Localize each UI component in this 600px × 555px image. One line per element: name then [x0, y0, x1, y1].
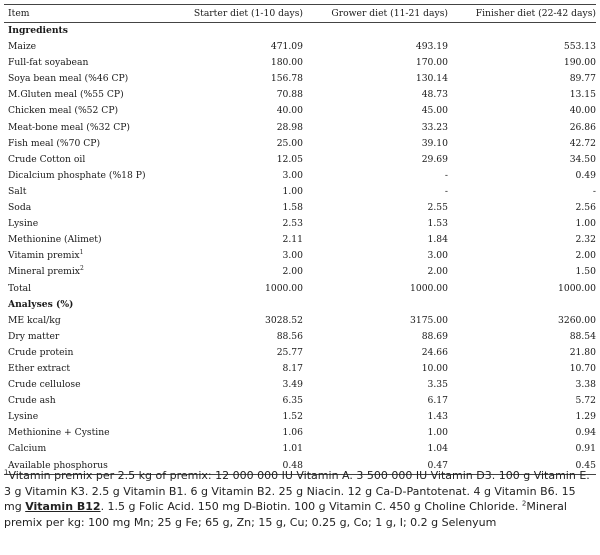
starter-value: 1.00: [282, 185, 303, 197]
row-label: Soya bean meal (%46 CP): [8, 73, 129, 85]
grower-value: 39.10: [421, 137, 448, 149]
footnote-marker-1: 1: [4, 468, 9, 477]
table-row: [4, 87, 596, 103]
starter-value: 1.01: [282, 443, 303, 455]
table-row: [4, 409, 596, 425]
table-row: [4, 103, 596, 119]
section-title-ingredients: Ingredients: [8, 25, 68, 36]
finisher-value: 0.94: [575, 427, 596, 439]
row-label: Salt: [8, 185, 27, 197]
starter-value: 1.52: [282, 411, 303, 423]
starter-value: 2.53: [282, 218, 303, 230]
finisher-value: 34.50: [569, 153, 596, 165]
header-starter: Starter diet (1-10 days): [168, 5, 303, 23]
table-row: [4, 393, 596, 409]
row-label-text: Vitamin premix: [8, 250, 80, 262]
diet-composition-table: [4, 4, 596, 475]
finisher-value: -: [592, 185, 596, 197]
grower-value: 2.00: [427, 266, 448, 278]
table-row: [4, 441, 596, 457]
finisher-value: 2.00: [575, 250, 596, 262]
starter-value: 40.00: [276, 105, 303, 117]
footnote-marker: 2: [79, 265, 84, 273]
grower-value: 48.73: [421, 89, 448, 101]
starter-value: 471.09: [270, 41, 303, 53]
grower-value: 493.19: [415, 41, 448, 53]
starter-value: 2.11: [282, 234, 303, 246]
row-label: Meat-bone meal (%32 CP): [8, 121, 131, 133]
row-label: Lysine: [8, 218, 39, 230]
finisher-value: 5.72: [575, 395, 596, 407]
row-label-text: Mineral premix: [8, 266, 80, 278]
row-label: Available phosphorus: [4, 458, 168, 475]
starter-value: 12.05: [276, 153, 303, 165]
starter-value: 3028.52: [265, 314, 303, 326]
footnote: [4, 468, 596, 530]
grower-value: -: [444, 169, 448, 181]
grower-value: 24.66: [421, 346, 448, 358]
header-item: Item: [4, 5, 168, 23]
row-label: Ether extract: [8, 362, 71, 374]
table-row: [4, 248, 596, 264]
row-label: Chicken meal (%52 CP): [8, 105, 119, 117]
grower-value: 33.23: [421, 121, 448, 133]
row-label: Crude cellulose: [8, 379, 81, 391]
starter-value: 8.17: [282, 362, 303, 374]
grower-value: 88.69: [421, 330, 448, 342]
grower-value: 2.55: [427, 202, 448, 214]
table-row: [4, 152, 596, 168]
starter-value: 70.88: [276, 89, 303, 101]
row-label: M.Gluten meal (%55 CP): [8, 89, 124, 101]
starter-value: 1.58: [282, 202, 303, 214]
finisher-value: 10.70: [569, 362, 596, 374]
finisher-value: 2.56: [575, 202, 596, 214]
grower-value: 0.47: [303, 458, 448, 475]
grower-value: 3.00: [427, 250, 448, 262]
grower-value: 6.17: [427, 395, 448, 407]
starter-value: 3.00: [282, 250, 303, 262]
table-row: [4, 232, 596, 248]
starter-value: 88.56: [276, 330, 303, 342]
grower-value: 130.14: [415, 73, 448, 85]
finisher-value: 3.38: [575, 379, 596, 391]
table-row: [4, 136, 596, 152]
finisher-value: 553.13: [563, 41, 596, 53]
finisher-value: 2.32: [575, 234, 596, 246]
section-title-analyses: Analyses (%): [8, 298, 74, 310]
footnote-bold-term: Vitamin B12: [25, 500, 101, 514]
table-row: [4, 39, 596, 55]
row-label: Crude Cotton oil: [8, 153, 86, 165]
table-row: [4, 377, 596, 393]
table-row: [4, 345, 596, 361]
finisher-value: 88.54: [569, 330, 596, 342]
row-label: Total: [8, 282, 32, 294]
starter-value: 3.49: [282, 379, 303, 391]
table-row: [4, 425, 596, 441]
starter-value: 180.00: [270, 57, 303, 69]
finisher-value: 40.00: [569, 105, 596, 117]
grower-value: -: [444, 185, 448, 197]
table-row: [4, 361, 596, 377]
row-label: [4, 248, 168, 264]
table-row: [4, 200, 596, 216]
starter-value: 1.06: [282, 427, 303, 439]
row-label: Maize: [8, 41, 37, 53]
starter-value: 28.98: [276, 121, 303, 133]
finisher-value: 0.45: [448, 458, 596, 475]
row-label: Fish meal (%70 CP): [8, 137, 101, 149]
grower-value: 3175.00: [410, 314, 448, 326]
finisher-value: 0.91: [575, 443, 596, 455]
footnote-text-3: Mineral premix per kg: 100 mg Mn; 25 g Fe; 65 g, Zn; 15 g, Cu; 0.25 g, Co; 1 g, I; 0.2 g Selenyum: [4, 500, 567, 529]
row-label: Calcium: [8, 443, 47, 455]
header-grower: Grower diet (11-21 days): [303, 5, 448, 23]
table-row: [4, 329, 596, 345]
finisher-value: 1000.00: [558, 282, 596, 294]
table-row: [4, 281, 596, 297]
row-label: Methionine + Cystine: [8, 427, 110, 439]
row-label: Methionine (Alimet): [8, 234, 102, 246]
table-row: [4, 71, 596, 87]
table-body: [4, 23, 596, 475]
footnote-marker-2: 2: [521, 499, 527, 508]
table-row: [4, 313, 596, 329]
finisher-value: 89.77: [569, 73, 596, 85]
section-analyses: [4, 297, 596, 313]
finisher-value: 0.49: [575, 169, 596, 181]
finisher-value: 42.72: [569, 137, 596, 149]
starter-value: 1000.00: [265, 282, 303, 294]
row-label: Crude ash: [8, 395, 56, 407]
row-label: ME kcal/kg: [8, 314, 61, 326]
finisher-value: 1.29: [575, 411, 596, 423]
table-row: [4, 184, 596, 200]
table-row: [4, 264, 596, 280]
row-label: Dicalcium phosphate (%18 P): [8, 169, 146, 181]
starter-value: 25.77: [276, 346, 303, 358]
table-row: [4, 168, 596, 184]
finisher-value: 26.86: [569, 121, 596, 133]
table-row: [4, 120, 596, 136]
table-row: [4, 216, 596, 232]
starter-value: 0.48: [168, 458, 303, 475]
starter-value: 6.35: [282, 395, 303, 407]
row-label: [4, 264, 168, 280]
grower-value: 10.00: [421, 362, 448, 374]
starter-value: 156.78: [270, 73, 303, 85]
table-row: [4, 55, 596, 71]
grower-value: 1.43: [427, 411, 448, 423]
row-label: Full-fat soyabean: [8, 57, 89, 69]
finisher-value: 13.15: [569, 89, 596, 101]
starter-value: 2.00: [282, 266, 303, 278]
footnote-marker: 1: [79, 249, 84, 257]
grower-value: 1.84: [427, 234, 448, 246]
starter-value: 3.00: [282, 169, 303, 181]
grower-value: 3.35: [427, 379, 448, 391]
footnote-text-1: Vitamin premix per 2.5 kg of premix: 12 000 000 IU Vitamin A. 3 500 000 IU Vitamin D3. 100 g Vitamin E. 3 g Vitamin K3. 2.5 g Vitamin B1. 6 g Vitamin B2. 25 g Niacin. 12 g Ca-D-Pantotenat. 4 g Vitamin B6. 15 mg: [4, 469, 590, 514]
grower-value: 1.00: [427, 427, 448, 439]
finisher-value: 3260.00: [558, 314, 596, 326]
row-label: Soda: [8, 202, 32, 214]
section-ingredients: [4, 23, 596, 40]
grower-value: 1000.00: [410, 282, 448, 294]
finisher-value: 190.00: [563, 57, 596, 69]
header-row: [4, 5, 596, 23]
finisher-value: 21.80: [569, 346, 596, 358]
grower-value: 170.00: [415, 57, 448, 69]
grower-value: 1.04: [427, 443, 448, 455]
row-label: Dry matter: [8, 330, 60, 342]
finisher-value: 1.50: [575, 266, 596, 278]
row-label: Crude protein: [8, 346, 74, 358]
grower-value: 29.69: [421, 153, 448, 165]
starter-value: 25.00: [276, 137, 303, 149]
finisher-value: 1.00: [575, 218, 596, 230]
grower-value: 1.53: [427, 218, 448, 230]
grower-value: 45.00: [421, 105, 448, 117]
footnote-text-2: . 1.5 g Folic Acid. 150 mg D-Biotin. 100 g Vitamin C. 450 g Choline Chloride.: [100, 500, 522, 514]
header-finisher: Finisher diet (22-42 days): [448, 5, 596, 23]
row-label: Lysine: [8, 411, 39, 423]
